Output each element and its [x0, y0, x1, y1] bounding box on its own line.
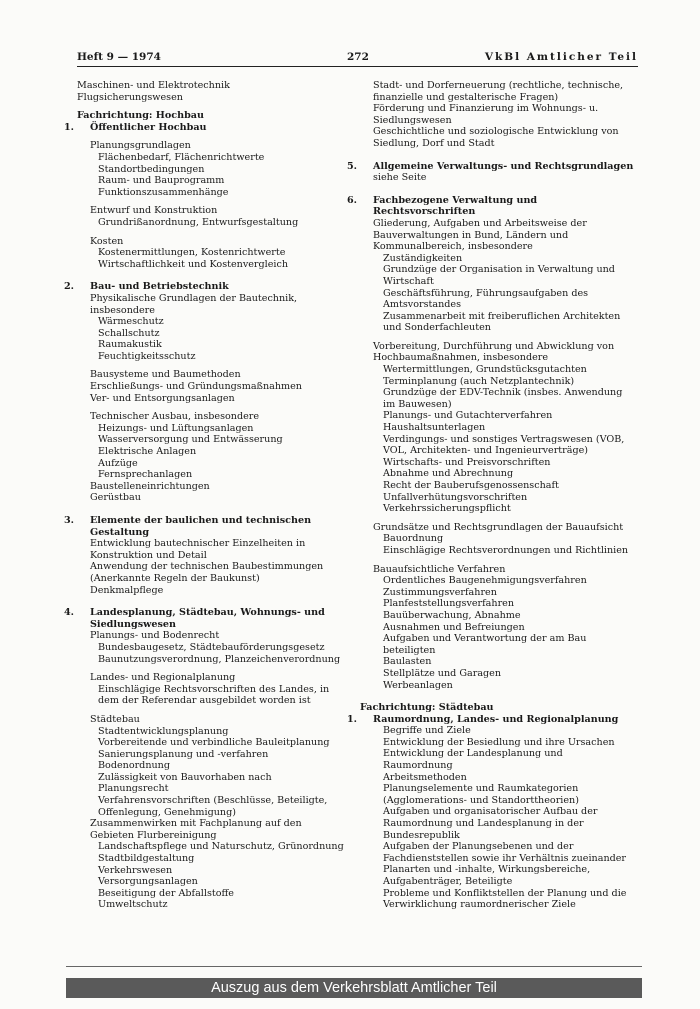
spacer	[77, 596, 345, 607]
spacer	[77, 707, 345, 714]
spacer	[77, 504, 345, 515]
topic-line: Aufgaben und organisatorischer Aufbau der Raumordnung und Landesplanung in der Bundesrepublik	[383, 806, 598, 841]
section-title: Allgemeine Verwaltungs- und Rechtsgrundlagen	[373, 160, 634, 172]
topic-line: Physikalische Grundlagen der Bautechnik, insbesondere	[90, 292, 298, 316]
topic-line: Landschaftspflege und Naturschutz, Grünordnung	[98, 841, 344, 853]
topic-line: Funktionszusammenhänge	[98, 186, 229, 198]
topic-line: Verkehrssicherungspflicht	[383, 503, 511, 515]
spacer	[77, 103, 345, 110]
spacer	[77, 198, 345, 205]
topic-line: Vorbereitende und verbindliche Bauleitplanung	[98, 737, 330, 749]
topic-line: Feuchtigkeitsschutz	[98, 350, 196, 362]
topic-line: Schallschutz	[98, 327, 160, 339]
topic-line: Verkehrswesen	[98, 864, 173, 876]
publication-title: VkBl Amtlicher Teil	[484, 51, 638, 63]
spacer	[77, 229, 345, 236]
topic-line: Beseitigung der Abfallstoffe	[98, 887, 234, 899]
topic-line: Flächenbedarf, Flächenrichtwerte	[98, 151, 265, 163]
section-number: 2.	[64, 281, 75, 293]
topic-line: Ausnahmen und Befreiungen	[383, 621, 525, 633]
topic-line: Begriffe und Ziele	[383, 725, 471, 737]
section-title: Bau- und Betriebstechnik	[90, 281, 229, 293]
topic-line: Bausysteme und Baumethoden	[90, 369, 241, 381]
section-number: 1.	[347, 713, 358, 725]
section-heading	[64, 281, 345, 293]
running-header	[77, 51, 638, 67]
topic-line: Baunutzungsverordnung, Planzeichenverordnung	[98, 653, 341, 665]
topic-line: Aufzüge	[98, 457, 138, 469]
topic-line: Wirtschafts- und Preisvorschriften	[383, 456, 551, 468]
section-title: Landesplanung, Städtebau, Wohnungs- und Siedlungswesen	[90, 607, 325, 630]
topic-line: Fernsprechanlagen	[98, 469, 193, 481]
section-number: 3.	[64, 515, 75, 526]
topic-line: Planungs- und Gutachterverfahren	[383, 410, 553, 422]
topic-line: Planarten und -inhalte, Wirkungsbereiche, Aufgabenträger, Beteiligte	[383, 864, 591, 887]
left-column	[64, 80, 345, 911]
topic-line: Raumakustik	[98, 339, 162, 351]
section-number: 4.	[64, 607, 75, 619]
topic-line: Raum- und Bauprogramm	[98, 175, 225, 187]
topic-line: Wertermittlungen, Grundstücksgutachten	[383, 364, 587, 376]
topic-line: Planungselemente und Raumkategorien (Agglomerations- und Standorttheorien)	[383, 783, 579, 806]
topic-line: siehe Seite	[373, 172, 427, 184]
topic-line: Entwicklung der Besiedlung und ihre Ursachen	[383, 736, 615, 748]
spacer	[360, 557, 634, 564]
topic-line: Denkmalpflege	[90, 584, 164, 596]
section-number: 6.	[347, 194, 358, 206]
topic-line: Kosten	[90, 235, 124, 247]
topic-line: Werbeanlagen	[383, 679, 453, 691]
spacer	[360, 691, 634, 702]
topic-line: Entwurf und Konstruktion	[90, 205, 218, 217]
footer-banner: Auszug aus dem Verkehrsblatt Amtlicher Teil	[66, 978, 642, 998]
topic-line: Bauaufsichtliche Verfahren	[373, 563, 506, 575]
footer-rule	[66, 966, 642, 967]
issue-label: Heft 9 — 1974	[77, 51, 161, 63]
topic-line: Kostenermittlungen, Kostenrichtwerte	[98, 247, 286, 259]
section-number: 1.	[64, 121, 75, 133]
topic-line: Einschlägige Rechtsverordnungen und Richtlinien	[383, 544, 629, 556]
topic-line: Grundrißanordnung, Entwurfsgestaltung	[98, 216, 299, 228]
subject-heading: Fachrichtung: Städtebau	[360, 702, 494, 714]
topic-line: Entwicklung bautechnischer Einzelheiten in Konstruktion und Detail	[90, 538, 306, 561]
subject-heading: Fachrichtung: Hochbau	[77, 110, 204, 122]
section-title: Fachbezogene Verwaltung und Rechtsvorschriften	[373, 194, 538, 218]
topic-line: Probleme und Konfliktstellen der Planung und die Verwirklichung raumordnerischer Ziele	[383, 887, 627, 911]
section-heading	[64, 121, 345, 134]
topic-line: Entwicklung der Landesplanung und Raumordnung	[383, 748, 563, 772]
topic-line: Baustelleneinrichtungen	[90, 480, 210, 492]
topic-line: Haushaltsunterlagen	[383, 422, 486, 434]
section-heading	[347, 194, 634, 218]
topic-line: Stadt- und Dorferneuerung (rechtliche, technische, finanzielle und gestalterische Fragen)	[373, 80, 624, 103]
topic-line: Planungs- und Bodenrecht	[90, 630, 220, 642]
topic-line: Einschlägige Rechtsvorschriften des Landes, in dem der Referendar ausgebildet worden ist	[98, 683, 330, 707]
topic-line: Gliederung, Aufgaben und Arbeitsweise der Bauverwaltungen in Bund, Ländern und Kommunalbereich, insbesondere	[373, 217, 587, 253]
spacer	[77, 133, 345, 140]
topic-line: Baulasten	[383, 656, 432, 668]
topic-line: Landes- und Regionalplanung	[90, 672, 236, 684]
spacer	[77, 665, 345, 672]
topic-line: Ver- und Entsorgungsanlagen	[90, 392, 235, 404]
topic-line: Technischer Ausbau, insbesondere	[90, 411, 260, 423]
spacer	[77, 362, 345, 369]
spacer	[360, 334, 634, 341]
topic-line: Versorgungsanlagen	[98, 876, 198, 888]
header-rule	[77, 66, 638, 67]
topic-line: Zustimmungsverfahren	[383, 586, 497, 598]
topic-line: Arbeitsmethoden	[383, 771, 467, 783]
topic-line: Stadtentwicklungsplanung	[98, 725, 229, 737]
topic-line: Grundsätze und Rechtsgrundlagen der Bauaufsicht	[373, 521, 624, 533]
topic-line: Zusammenarbeit mit freiberuflichen Architekten und Sonderfachleuten	[383, 310, 621, 334]
topic-line: Bauordnung	[383, 533, 444, 545]
topic-line: Zulässigkeit von Bauvorhaben nach Planungsrecht	[98, 771, 272, 795]
topic-line: Umweltschutz	[98, 899, 168, 911]
topic-line: Terminplanung (auch Netzplantechnik)	[383, 375, 575, 387]
topic-line: Elektrische Anlagen	[98, 446, 197, 458]
topic-line: Recht der Bauberufsgenossenschaft	[383, 480, 559, 491]
topic-line: Zusammenwirken mit Fachplanung auf den Gebieten Flurbereinigung	[90, 818, 302, 841]
spacer	[360, 515, 634, 522]
topic-line: Erschließungs- und Gründungsmaßnahmen	[90, 381, 302, 393]
topic-line: Anwendung der technischen Baubestimmungen (Anerkannte Regeln der Baukunst)	[90, 561, 324, 584]
topic-line: Grundzüge der Organisation in Verwaltung und Wirtschaft	[383, 264, 615, 287]
section-title: Elemente der baulichen und technischen Gestaltung	[90, 515, 312, 538]
topic-line: Ordentliches Baugenehmigungsverfahren	[383, 575, 587, 587]
topic-line: Flugsicherungswesen	[77, 91, 183, 103]
section-title: Raumordnung, Landes- und Regionalplanung	[373, 713, 619, 725]
spacer	[77, 270, 345, 281]
spacer	[360, 184, 634, 195]
topic-line: Planfeststellungsverfahren	[383, 598, 515, 610]
section-heading	[64, 607, 345, 630]
topic-line: Bundesbaugesetz, Städtebauförderungsgesetz	[98, 641, 325, 653]
topic-line: Maschinen- und Elektrotechnik	[77, 80, 230, 91]
right-column	[347, 80, 634, 911]
topic-line: Bodenordnung	[98, 760, 171, 772]
topic-line: Unfallverhütungsvorschriften	[383, 491, 528, 503]
topic-line: Vorbereitung, Durchführung und Abwicklung von Hochbaumaßnahmen, insbesondere	[373, 340, 615, 364]
topic-line: Grundzüge der EDV-Technik (insbes. Anwendung im Bauwesen)	[383, 387, 623, 410]
spacer	[77, 404, 345, 411]
topic-line: Wasserversorgung und Entwässerung	[98, 434, 283, 446]
topic-line: Aufgaben der Planungsebenen und der Fachdienststellen sowie ihr Verhältnis zueinander	[383, 841, 627, 864]
topic-line: Bauüberwachung, Abnahme	[383, 609, 521, 621]
topic-line: Förderung und Finanzierung im Wohnungs- u. Siedlungswesen	[373, 103, 599, 126]
topic-line: Geschäftsführung, Führungsaufgaben des Amtsvorstandes	[383, 287, 589, 311]
section-heading	[347, 713, 634, 726]
topic-line: Heizungs- und Lüftungsanlagen	[98, 422, 254, 434]
page-number: 272	[347, 51, 369, 63]
topic-line: Wärmeschutz	[98, 316, 164, 328]
topic-line: Aufgaben und Verantwortung der am Bau beteiligten	[383, 633, 587, 656]
topic-line: Stadtbildgestaltung	[98, 853, 195, 865]
section-number: 5.	[347, 160, 358, 172]
topic-line: Planungsgrundlagen	[90, 140, 191, 152]
topic-line: Standortbedingungen	[98, 163, 205, 175]
topic-line: Stellplätze und Garagen	[383, 667, 502, 679]
topic-line: Verdingungs- und sonstiges Vertragswesen (VOB, VOL, Architekten- und Ingenieurverträge)	[383, 433, 625, 457]
section-title: Öffentlicher Hochbau	[90, 121, 207, 133]
topic-line: Gerüstbau	[90, 492, 141, 504]
spacer	[360, 150, 634, 161]
topic-line: Verfahrensvorschriften (Beschlüsse, Beteiligte, Offenlegung, Genehmigung)	[98, 795, 328, 818]
topic-line: Städtebau	[90, 713, 140, 725]
topic-line: Wirtschaftlichkeit und Kostenvergleich	[98, 258, 289, 270]
section-heading	[347, 160, 634, 173]
topic-line: Zuständigkeiten	[383, 252, 463, 264]
topic-line: Sanierungsplanung und -verfahren	[98, 748, 269, 760]
section-heading	[64, 515, 345, 538]
topic-line: Geschichtliche und soziologische Entwicklung von Siedlung, Dorf und Stadt	[373, 126, 619, 149]
topic-line: Abnahme und Abrechnung	[383, 468, 514, 480]
